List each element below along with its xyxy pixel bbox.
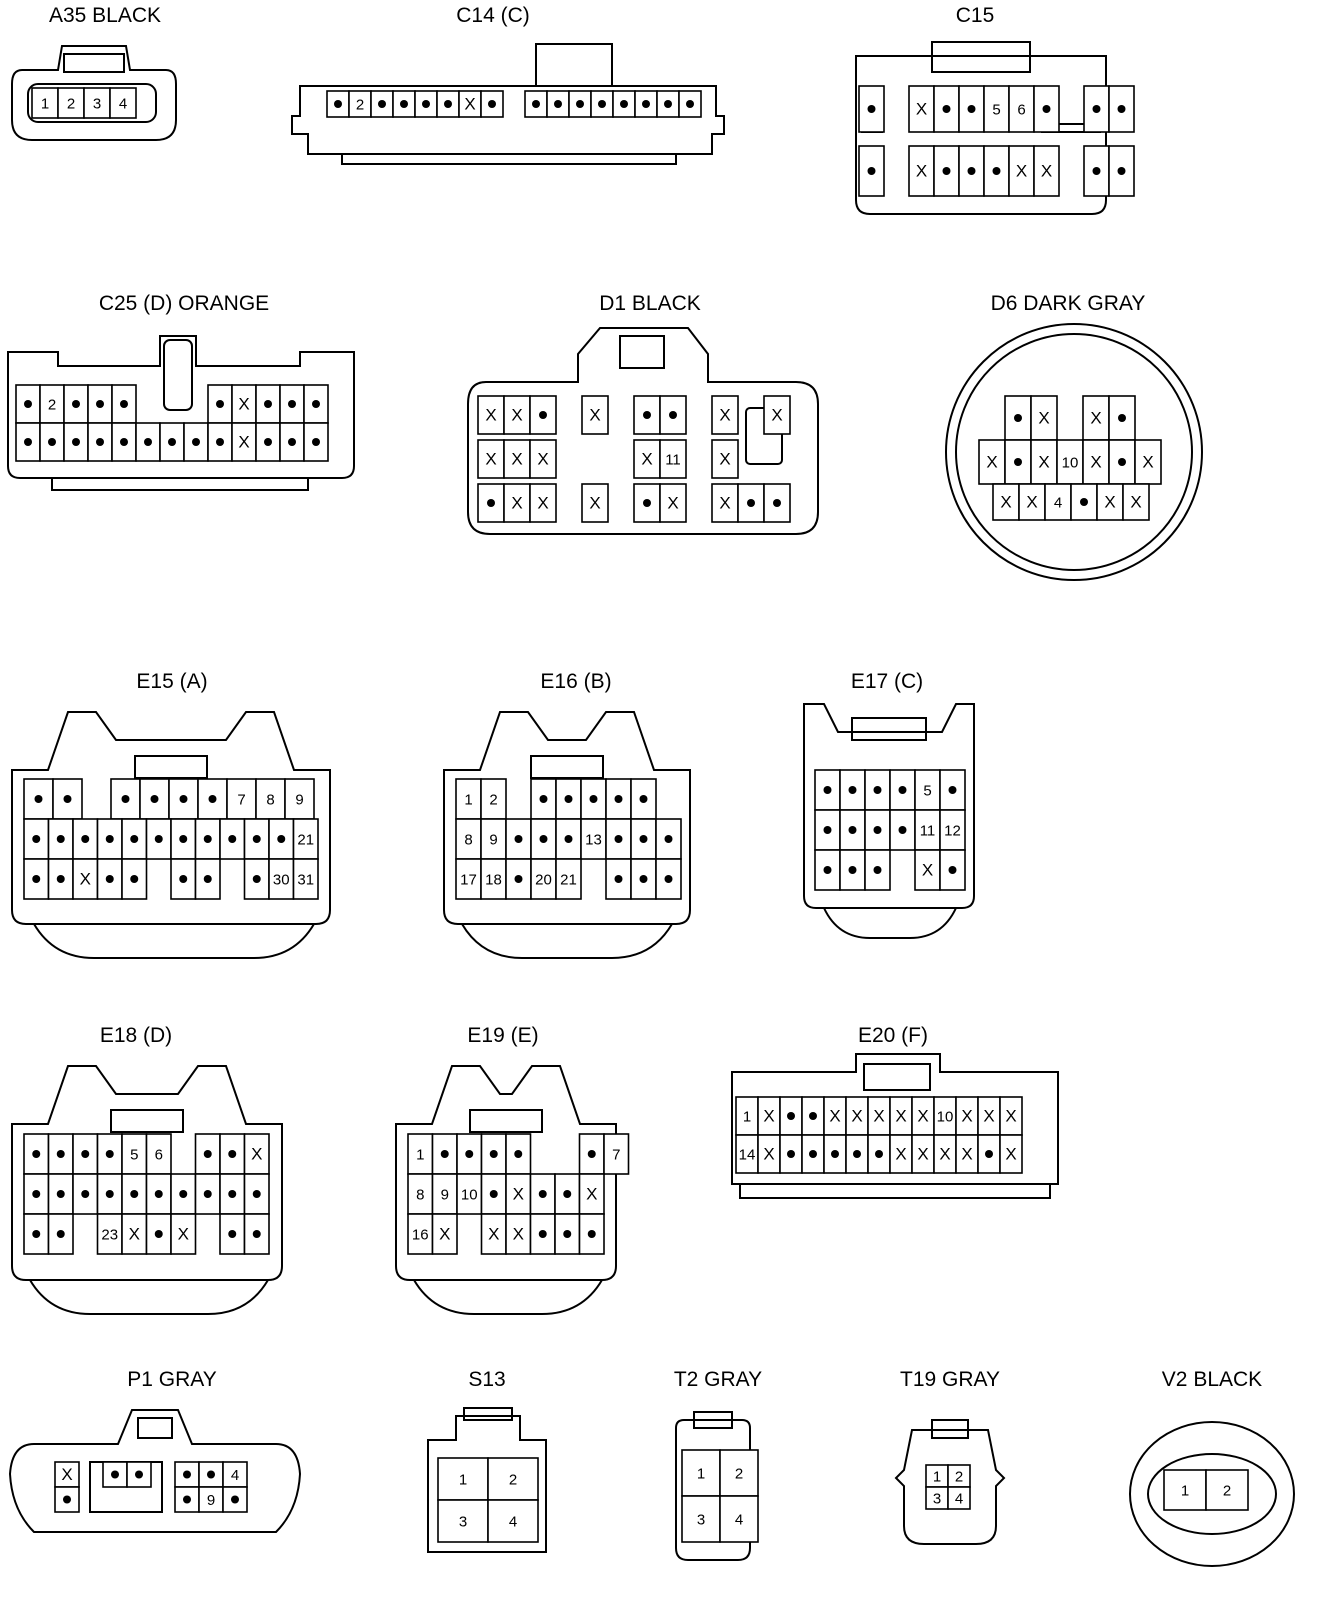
e15-pin-label: 31 [297,871,315,889]
p1-shell [10,1410,300,1532]
e16-pin-dot [540,795,548,803]
c25-pin-dot [192,438,200,446]
e19-pin-dot [490,1190,498,1198]
e19-pin-label: 1 [416,1146,425,1164]
c15-label: C15 [955,4,995,27]
d6-pin-label: X [1090,408,1102,428]
c14-pin-dot [620,100,628,108]
c25-pin-dot [24,438,32,446]
e16-pin-dot [615,875,623,883]
e19-pin-dot [490,1150,498,1158]
e18-pin-dot [130,1190,138,1198]
e16-pin-label: 21 [560,871,577,889]
c25-pin-dot [120,400,128,408]
d1-label: D1 BLACK [599,292,701,315]
e16-pin-dot [565,835,573,843]
c25-label: C25 (D) ORANGE [98,292,270,315]
s13-pin-label: 1 [458,1471,468,1489]
d6-pin-label: X [1038,408,1050,428]
e18-pin-dot [57,1230,65,1238]
e20-base [740,1184,1050,1198]
e18-pin-dot [228,1150,236,1158]
e15-pin-label: 21 [297,831,315,849]
c14-pin-label: X [464,94,476,114]
e19-label: E19 (E) [467,1024,539,1047]
c15-pin-dot [1093,105,1101,113]
c15-pin-label: X [1040,161,1053,181]
d1-pin-dot [669,411,677,419]
e18-pin-dot [204,1150,212,1158]
e15-pin-label: 7 [237,791,246,809]
p1-pin-dot [231,1496,239,1504]
e19-pin-dot [563,1190,571,1198]
e16-pin-dot [640,875,648,883]
a35-pin-label: 4 [118,95,128,113]
e20-pin-label: X [851,1106,863,1126]
e16-pin-label: 8 [464,831,473,849]
d6-pin-label: X [1026,492,1038,512]
c15-pin-label: X [915,161,928,181]
c15-pin-dot [968,105,976,113]
e15-pin-dot [179,835,187,843]
c14-label: C14 (C) [456,4,530,27]
e15-pin-label: 30 [272,871,290,889]
t2-pin-label: 1 [696,1465,706,1483]
t2-label: T2 GRAY [673,1368,763,1391]
e19-pin-dot [588,1150,596,1158]
e19-pin-dot [563,1230,571,1238]
e15-pin-dot [209,795,217,803]
c25-pin-dot [48,438,56,446]
d1-pin-label: X [485,405,497,425]
c25-pin-dot [72,400,80,408]
e15-pin-dot [81,835,89,843]
e16-pin-dot [615,835,623,843]
e20-pin-dot [809,1150,817,1158]
e18-pin-label: 6 [154,1146,163,1164]
c25-pin-dot [216,400,224,408]
e20-pin-dot [787,1150,795,1158]
e20-pin-label: X [1005,1144,1017,1164]
e20-pin-dot [853,1150,861,1158]
e20-pin-dot [985,1150,993,1158]
p1-label: P1 GRAY [127,1368,217,1391]
e19-base [414,1280,602,1314]
e19-pin-label: 16 [411,1226,429,1244]
e19-pin-label: 7 [612,1146,621,1164]
e16-pin-dot [665,835,673,843]
e19-pin-label: X [512,1184,524,1204]
d6-label: D6 DARK GRAY [990,292,1146,315]
e19-pin-label: X [488,1224,500,1244]
e18-pin-label: 5 [130,1146,139,1164]
c25-pin-dot [264,400,272,408]
e15-pin-dot [32,835,40,843]
c15-pin-label: 6 [1017,101,1026,119]
e20-pin-label: X [961,1106,973,1126]
e15-pin-dot [32,875,40,883]
e17-pin-dot [874,866,882,874]
e18-pin-dot [32,1230,40,1238]
e19-pin-dot [441,1150,449,1158]
p1-pin-dot [183,1496,191,1504]
c25-pin-dot [168,438,176,446]
c15-pin-dot [868,105,876,113]
c15-pin-dot [1118,167,1126,175]
c25-pin-dot [312,400,320,408]
c15-pin-label: X [1015,161,1028,181]
v2-pin-label: 2 [1222,1482,1232,1500]
e20-pin-label: X [917,1106,929,1126]
d6-pin-label: X [986,452,998,472]
t19-pin-label: 1 [932,1468,942,1486]
p1-pin-dot [135,1471,143,1479]
v2-pin-label: 1 [1180,1482,1190,1500]
c25-pin-dot [288,400,296,408]
e20-pin-label: X [961,1144,973,1164]
e17-pin-dot [849,786,857,794]
c15-pin-dot [1118,105,1126,113]
d1-pin-label: X [719,405,731,425]
e18-pin-label: X [251,1144,263,1164]
e18-pin-label: 23 [101,1226,119,1244]
e17-pin-dot [849,866,857,874]
d1-pin-label: X [771,405,783,425]
e15-pin-dot [228,835,236,843]
e15-pin-dot [151,795,159,803]
d1-pin-dot [643,411,651,419]
e18-pin-dot [106,1190,114,1198]
c15-pin-label: X [915,99,928,119]
d1-pin-dot [773,499,781,507]
e15-base [34,924,314,958]
p1-pin-dot [207,1471,215,1479]
d1-pin-label: X [537,449,549,469]
c14-pin-dot [378,100,386,108]
e16-pin-dot [515,875,523,883]
e15-pin-dot [106,875,114,883]
e20-pin-label: X [829,1106,841,1126]
e19-pin-dot [539,1230,547,1238]
e16-pin-label: 13 [585,831,602,849]
e15-pin-dot [130,875,138,883]
e18-pin-label: X [128,1224,140,1244]
d1-pin-label: X [589,405,601,425]
e15-pin-dot [179,875,187,883]
e15-pin-dot [35,795,43,803]
d1-pin-dot [487,499,495,507]
e18-pin-dot [253,1190,261,1198]
e18-pin-dot [253,1230,261,1238]
e20-pin-label: X [873,1106,885,1126]
c25-pin-dot [96,438,104,446]
c25-pin-label: X [238,394,250,414]
d1-pin-label: X [537,493,549,513]
c15-pin-dot [868,167,876,175]
d6-pin-dot [1014,458,1022,466]
e16-base [462,924,672,958]
e19-pin-label: X [439,1224,451,1244]
d1-pin-label: X [511,449,523,469]
c14-pin-dot [444,100,452,108]
c14-pin-dot [400,100,408,108]
c25-pin-dot [72,438,80,446]
e18-pin-dot [81,1150,89,1158]
a35-pin-label: 3 [92,95,102,113]
e19-pin-label: 8 [416,1186,425,1204]
p1-pin-label: 9 [206,1492,216,1509]
e17-pin-dot [949,866,957,874]
a35-label: A35 BLACK [48,4,162,27]
d1-pin-label: X [485,449,497,469]
p1-pin-dot [63,1496,71,1504]
d1-pin-label: X [719,449,731,469]
e20-pin-dot [787,1112,795,1120]
c14-pin-dot [686,100,694,108]
e16-pin-dot [665,875,673,883]
c25-base [52,478,308,490]
s13-pin-label: 4 [508,1513,518,1531]
e16-pin-dot [565,795,573,803]
p1-pin-label: X [61,1465,73,1484]
e15-pin-dot [57,835,65,843]
c14-pin-dot [664,100,672,108]
e18-pin-dot [57,1190,65,1198]
e15-pin-dot [122,795,130,803]
t2-pin-label: 3 [696,1511,706,1529]
e16-pin-dot [540,835,548,843]
e16-pin-dot [640,835,648,843]
e20-pin-label: 1 [742,1108,752,1126]
e17-pin-label: 5 [923,782,932,800]
e20-pin-label: X [983,1106,995,1126]
c15-pin-dot [1043,105,1051,113]
p1-pin-dot [183,1471,191,1479]
d6-pin-label: X [1142,452,1154,472]
c25-pin-dot [216,438,224,446]
c15-pin-dot [1093,167,1101,175]
c14-pin-dot [598,100,606,108]
a35-pin-label: 2 [66,95,76,113]
c14-pin-dot [532,100,540,108]
c25-pin-label: X [238,432,250,452]
e15-pin-dot [155,835,163,843]
t2-pin-label: 4 [734,1511,744,1529]
e18-pin-dot [155,1230,163,1238]
c15-pin-label: 5 [992,101,1001,119]
e18-base [30,1280,268,1314]
e16-pin-dot [615,795,623,803]
e15-pin-label: X [79,869,91,889]
e16-pin-label: 17 [460,871,477,889]
a35-pin-label: 1 [40,95,50,113]
d1-pin-label: X [719,493,731,513]
e20-pin-label: X [917,1144,929,1164]
d6-pin-dot [1080,498,1088,506]
e20-pin-label: X [1005,1106,1017,1126]
e15-label: E15 (A) [136,670,208,693]
e20-pin-dot [831,1150,839,1158]
e18-pin-dot [179,1190,187,1198]
e17-pin-dot [949,786,957,794]
c25-pin-dot [312,438,320,446]
e17-pin-dot [899,826,907,834]
d1-pin-label: X [589,493,601,513]
t19-pin-label: 4 [954,1490,964,1508]
e16-pin-dot [640,795,648,803]
e20-label: E20 (F) [857,1024,929,1047]
e17-base [824,908,956,938]
e18-label: E18 (D) [99,1024,173,1047]
d6-pin-dot [1118,414,1126,422]
c14-pin-label: 2 [355,96,365,114]
e19-pin-dot [539,1190,547,1198]
d6-pin-dot [1014,414,1022,422]
e17-pin-dot [824,826,832,834]
e20-pin-label: X [895,1106,907,1126]
c14-pin-dot [642,100,650,108]
e15-pin-dot [277,835,285,843]
d1-pin-label: 11 [665,451,681,469]
d6-pin-label: X [1000,492,1012,512]
c15-pin-dot [993,167,1001,175]
d1-pin-label: X [511,405,523,425]
t2-pin-label: 2 [734,1465,744,1483]
e18-pin-dot [57,1150,65,1158]
e20-pin-label: X [939,1144,951,1164]
e15-pin-dot [64,795,72,803]
e16-pin-label: 20 [535,871,552,889]
c25-pin-dot [288,438,296,446]
e16-pin-dot [515,835,523,843]
e15-pin-dot [180,795,188,803]
e17-pin-dot [824,786,832,794]
c15-pin-dot [968,167,976,175]
e15-pin-dot [253,835,261,843]
e15-pin-dot [106,835,114,843]
e17-pin-dot [849,826,857,834]
d1-pin-label: X [667,493,679,513]
e16-label: E16 (B) [540,670,612,693]
c25-pin-dot [144,438,152,446]
e15-pin-label: 9 [295,791,304,809]
c14-pin-dot [334,100,342,108]
d6-pin-label: 10 [1061,454,1079,472]
e17-pin-dot [874,826,882,834]
e19-pin-dot [588,1230,596,1238]
p1-pin-dot [111,1471,119,1479]
e18-pin-label: X [177,1224,189,1244]
e17-pin-label: 12 [944,822,961,840]
d6-pin-label: X [1130,492,1142,512]
d6-pin-label: X [1038,452,1050,472]
e20-pin-label: 10 [936,1108,954,1126]
e19-pin-label: 9 [440,1186,449,1204]
e16-pin-label: 2 [489,791,498,809]
s13-pin-label: 2 [508,1471,518,1489]
e16-pin-dot [590,795,598,803]
e17-pin-dot [899,786,907,794]
e17-pin-dot [824,866,832,874]
e15-pin-dot [253,875,261,883]
e20-pin-dot [875,1150,883,1158]
e15-pin-dot [130,835,138,843]
e17-pin-dot [874,786,882,794]
d1-pin-dot [643,499,651,507]
c25-pin-dot [120,438,128,446]
e15-pin-dot [204,875,212,883]
d6-pin-label: X [1104,492,1116,512]
e17-pin-label: X [921,860,934,880]
e20-pin-label: X [763,1144,775,1164]
c25-pin-dot [264,438,272,446]
e18-pin-dot [228,1230,236,1238]
p1-pin-label: 4 [230,1467,240,1484]
e19-pin-dot [465,1150,473,1158]
e15-pin-dot [57,875,65,883]
c25-pin-dot [24,400,32,408]
e20-pin-label: 14 [738,1146,756,1164]
e20-pin-label: X [763,1106,775,1126]
d6-pin-dot [1118,458,1126,466]
e18-pin-dot [81,1190,89,1198]
d1-pin-label: X [641,449,653,469]
e16-pin-label: 1 [464,791,473,809]
e18-pin-dot [32,1150,40,1158]
e20-pin-dot [809,1112,817,1120]
c25-pin-label: 2 [47,396,57,414]
e18-pin-dot [155,1190,163,1198]
d1-pin-dot [539,411,547,419]
e18-pin-dot [106,1150,114,1158]
e19-pin-dot [514,1150,522,1158]
e16-pin-label: 9 [489,831,498,849]
c14-lock-tab [536,44,612,86]
e16-pin-label: 18 [485,871,502,889]
c14-pin-dot [422,100,430,108]
e19-pin-label: X [512,1224,524,1244]
e20-pin-label: X [895,1144,907,1164]
c14-pin-dot [488,100,496,108]
t19-pin-label: 3 [932,1490,942,1508]
c25-pin-dot [96,400,104,408]
s13-pin-label: 3 [458,1513,468,1531]
t19-pin-label: 2 [954,1468,964,1486]
e19-pin-label: X [586,1184,598,1204]
d6-pin-label: X [1090,452,1102,472]
v2-label: V2 BLACK [1161,1368,1263,1391]
d6-pin-label: 4 [1053,494,1063,512]
s13-label: S13 [468,1368,506,1391]
e17-label: E17 (C) [850,670,924,693]
e15-pin-label: 8 [266,791,275,809]
e18-pin-dot [228,1190,236,1198]
d1-pin-label: X [511,493,523,513]
d1-pin-dot [747,499,755,507]
c15-pin-dot [943,105,951,113]
e17-pin-label: 11 [919,822,936,840]
c14-pin-dot [554,100,562,108]
e15-pin-dot [204,835,212,843]
c15-pin-dot [943,167,951,175]
c14-pin-dot [576,100,584,108]
t19-label: T19 GRAY [900,1368,1000,1391]
e19-pin-label: 10 [460,1186,478,1204]
e18-pin-dot [32,1190,40,1198]
e18-pin-dot [204,1190,212,1198]
c14-base [342,154,676,164]
